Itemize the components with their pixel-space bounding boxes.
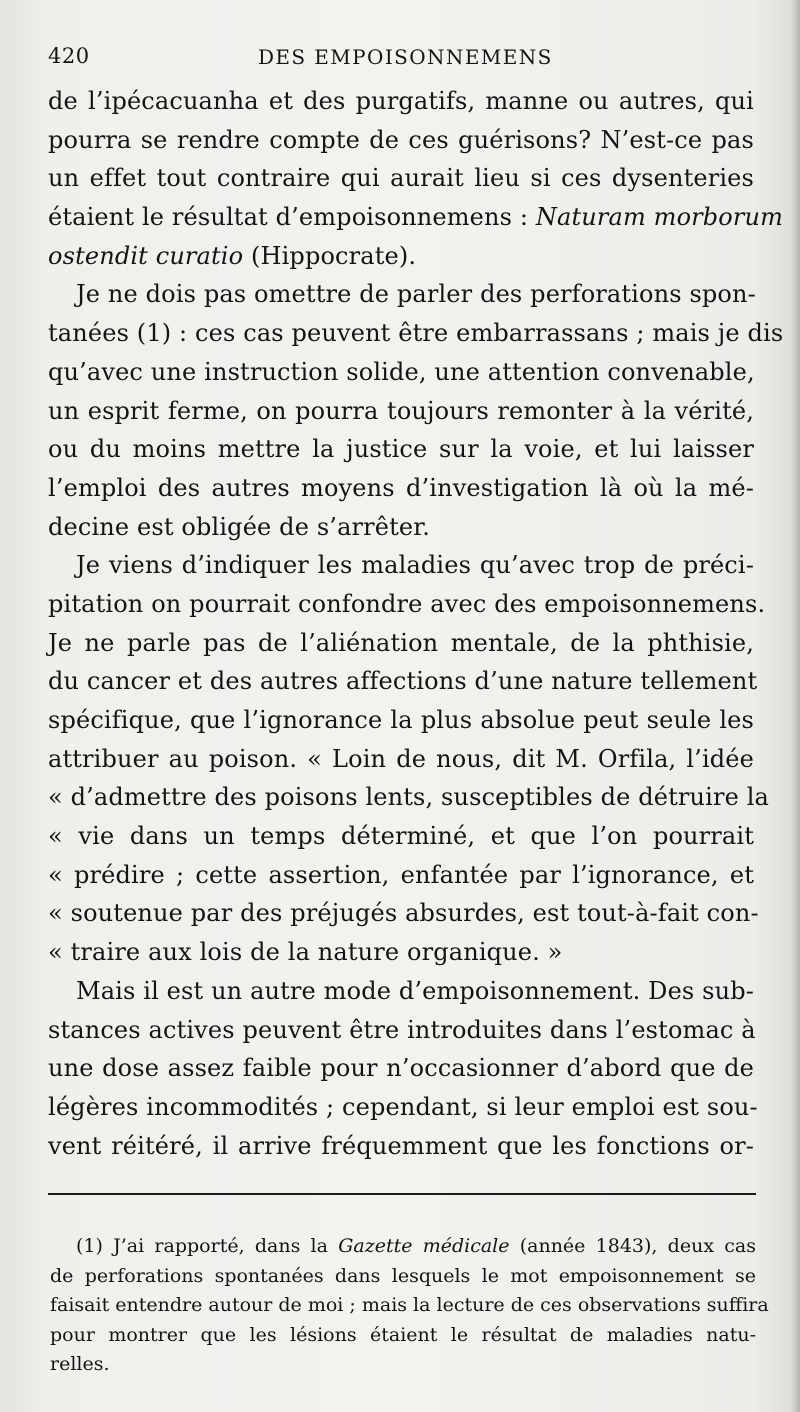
text-line: une dose assez faible pour n’occasionner d’abord que de (48, 1054, 754, 1083)
paragraph-4 (48, 972, 758, 1165)
text-line: tanées (1) : ces cas peuvent être embarrassans ; mais je dis (48, 319, 784, 348)
running-head (48, 44, 758, 78)
text-run: (1) J’ai rapporté, dans la (76, 1235, 339, 1257)
text-line: l’emploi des autres moyens d’investigation là où la mé- (48, 473, 754, 502)
text-line: légères incommodités ; cependant, si leur emploi est sou- (48, 1092, 758, 1121)
footnote-rule (48, 1193, 756, 1195)
paragraph-1 (48, 82, 784, 275)
text-line: attribuer au poison. « Loin de nous, dit M. Orfila, l’idée (48, 744, 754, 773)
text-line: pourra se rendre compte de ces guérisons? N’est-ce pas (48, 125, 754, 154)
text-line: stances actives peuvent être introduites dans l’estomac à (48, 1015, 756, 1044)
footnote (50, 1232, 769, 1380)
text-line: Mais il est un autre mode d’empoisonnement. Des sub- (76, 976, 755, 1005)
text-line: de l’ipécacuanha et des purgatifs, manne ou autres, qui (48, 87, 754, 115)
text-run: (année 1843), deux cas (509, 1235, 756, 1257)
text-line: un esprit ferme, on pourra toujours remonter à la vérité, (48, 396, 754, 425)
text-line: Je ne dois pas omettre de parler des perforations spon- (76, 280, 756, 309)
paragraph-2 (48, 275, 784, 546)
text-run: (Hippocrate). (243, 241, 417, 270)
quote-line: « vie dans un temps déterminé, et que l’on pourrait (48, 822, 754, 851)
text-line (48, 237, 754, 276)
text-line: du cancer et des autres affections d’une nature tellement (48, 667, 758, 696)
text-line: Je ne parle pas de l’aliénation mentale, de la phthisie, (48, 628, 754, 657)
journal-title: Gazette médicale (338, 1235, 510, 1257)
quote-line: « soutenue par des préjugés absurdes, est tout-à-fait con- (48, 899, 759, 928)
text-run: étaient le résultat d’empoisonnemens : (48, 203, 536, 232)
quote-line: « traire aux lois de la nature organique. » (48, 938, 563, 967)
running-title: DES EMPOISONNEMENS (258, 45, 553, 69)
footnote-line: relles. (50, 1353, 110, 1376)
footnote-line: faisait entendre autour de moi ; mais la lecture de ces observations suffira (50, 1294, 769, 1317)
body-text (48, 82, 784, 1165)
text-line: Je viens d’indiquer les maladies qu’avec trop de préci- (76, 551, 754, 580)
text-line: vent réitéré, il arrive fréquemment que les fonctions or- (48, 1131, 754, 1160)
page-number: 420 (48, 44, 90, 68)
footnote-line (50, 1232, 756, 1262)
latin-quote: Naturam morborum (535, 203, 784, 232)
footnote-line: pour montrer que les lésions étaient le résultat de maladies natu- (50, 1323, 756, 1346)
text-line: un effet tout contraire qui aurait lieu si ces dysenteries (48, 164, 754, 193)
footnote-line: de perforations spontanées dans lesquels le mot empoisonnement se (50, 1264, 756, 1287)
text-line: spécifique, que l’ignorance la plus absolue peut seule les (48, 706, 754, 734)
quote-line: « d’admettre des poisons lents, susceptibles de détruire la (48, 783, 770, 812)
text-line (48, 198, 784, 237)
text-line: ou du moins mettre la justice sur la voie, et lui laisser (48, 435, 754, 464)
text-line: pitation on pourrait confondre avec des empoisonnemens. (48, 589, 766, 618)
paragraph-3 (48, 546, 770, 972)
quote-line: « prédire ; cette assertion, enfantée par l’ignorance, et (48, 860, 754, 889)
page-edge-shadow (790, 0, 800, 1412)
text-line: qu’avec une instruction solide, une attention convenable, (48, 357, 755, 386)
text-line: decine est obligée de s’arrêter. (48, 512, 431, 541)
latin-quote: ostendit curatio (48, 241, 244, 270)
